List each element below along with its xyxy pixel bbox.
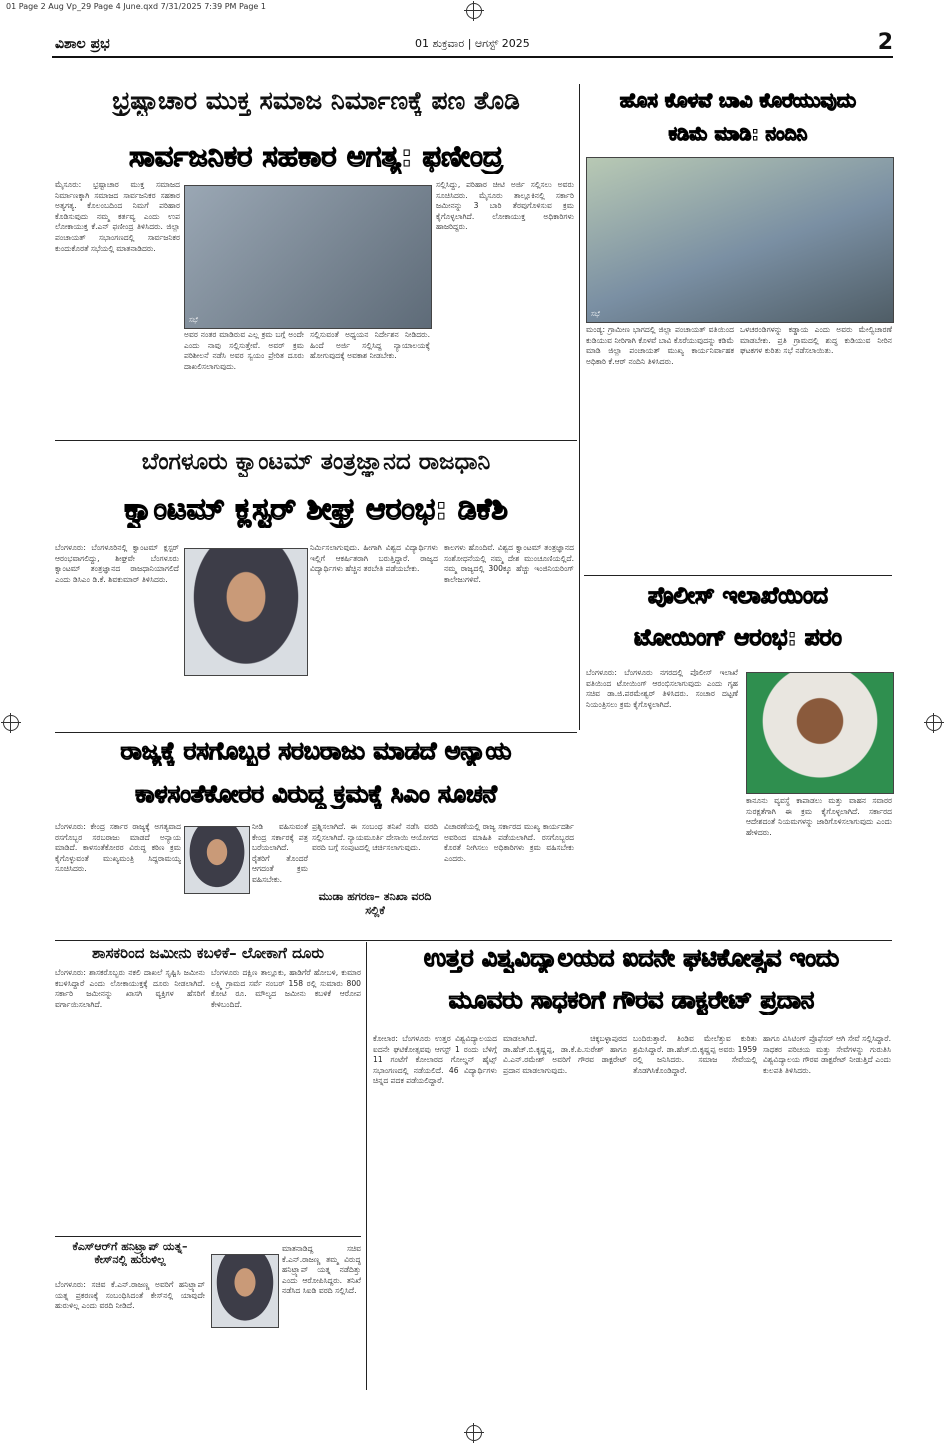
story7-col2: ಮಾತನಾಡಿದ್ದ ಸಚಿವ ಕೆ.ಎನ್.ರಾಜಣ್ಣ ತಮ್ಮ ವಿರುದ್ಧ ಹನಿಟ್ರ್ಯಾಪ್ ಯತ್ನ ನಡೆದಿತ್ತು ಎಂದು ಆರೋಪಿಸಿದ್ದರು. ತನಿಖೆ ನಡೆಸಿದ ಸಿಐಡಿ ವರದಿ ಸಲ್ಲಿಸಿದೆ. xyxy=(282,1244,361,1296)
registration-mark-left xyxy=(3,715,19,731)
masthead: ವಿಶಾಲ ಪ್ರಭ xyxy=(55,36,110,52)
story8-col1: ಕೋಲಾರ: ಬೆಂಗಳೂರು ಉತ್ತರ ವಿಶ್ವವಿದ್ಯಾಲಯದ ಐದನೇ ಘಟಿಕೋತ್ಸವವು ಆಗಸ್ಟ್ 1 ರಂದು ಬೆಳಿಗ್ಗೆ 11 ಗಂಟೆಗೆ ಕೋಲಾರದ ಗೋಲ್ಡನ್ ಹೈಟ್ಸ್ ಸಭಾಂಗಣದಲ್ಲಿ ನಡೆಯಲಿದೆ. 46 ವಿದ್ಯಾರ್ಥಿಗಳು ಚಿನ್ನದ ಪದಕ ಪಡೆಯಲಿದ್ದಾರೆ. xyxy=(373,1034,497,1086)
story4-col1: ಬೆಂಗಳೂರು: ಬೆಂಗಳೂರು ನಗರದಲ್ಲಿ ಪೊಲೀಸ್ ಇಲಾಖೆ ವತಿಯಿಂದ ಟೋಯಿಂಗ್ ಆರಂಭಿಸಲಾಗುವುದು ಎಂದು ಗೃಹ ಸಚಿವ ಡಾ.ಜಿ.ಪರಮೇಶ್ವರ್ ತಿಳಿಸಿದರು. ಸಂಚಾರ ದಟ್ಟಣೆ ನಿಯಂತ್ರಿಸಲು ಕ್ರಮ ಕೈಗೊಳ್ಳಲಾಗಿದೆ. xyxy=(586,668,738,709)
story4-headline2: ಟೋಯಿಂಗ್ ಆರಂಭ: ಪರಂ xyxy=(634,625,842,651)
story2-col1: ಮಂಡ್ಯ: ಗ್ರಾಮೀಣ ಭಾಗದಲ್ಲಿ ಜಿಲ್ಲಾ ಪಂಚಾಯತ್ ವತಿಯಿಂದ ಕುಡಿಯುವ ನೀರಿಗಾಗಿ ಕೊಳವೆ ಬಾವಿ ಕೊರೆಯುವುದನ್ನು ಕಡಿಮೆ ಮಾಡಿ ಜಿಲ್ಲಾ ಪಂಚಾಯತ್ ಮುಖ್ಯ ಕಾರ್ಯನಿರ್ವಾಹಕ ಅಧಿಕಾರಿ ಕೆ.ಆರ್ ನಂದಿನಿ ತಿಳಿಸಿದರು. xyxy=(586,325,734,366)
section-divider xyxy=(55,732,577,733)
section-divider xyxy=(55,1236,361,1237)
story8-col4: ಹಾಗೂ ವಿಸಿಟಿಂಗ್ ಪ್ರೊಫೆಸರ್ ಆಗಿ ಸೇವೆ ಸಲ್ಲಿಸಿದ್ದಾರೆ. ಸಾಧಕರ ಪರಿಚಯ ಮತ್ತು ಸೇವೆಗಳನ್ನು ಗುರುತಿಸಿ ವಿಶ್ವವಿದ್ಯಾಲಯ ಗೌರವ ಡಾಕ್ಟರೇಟ್ ನೀಡುತ್ತಿದೆ ಎಂದು ಕುಲಪತಿ ತಿಳಿಸಿದರು. xyxy=(763,1034,891,1075)
story6-headline: ಶಾಸಕರಿಂದ ಜಮೀನು ಕಬಳಿಕೆ– ಲೋಕಾಗೆ ದೂರು xyxy=(91,944,325,962)
story3-col2: ನಿರ್ಮಿಸಲಾಗುವುದು. ಹೀಗಾಗಿ ವಿಶ್ವದ ವಿದ್ಯಾರ್ಥಿಗಳು ಇಲ್ಲಿಗೆ ಆಕರ್ಷಿತರಾಗಿ ಬರುತ್ತಿದ್ದಾರೆ. ರಾಜ್ಯದ ವಿದ್ಯಾರ್ಥಿಗಳು ಹೆಚ್ಚಿನ ತರಬೇತಿ ಪಡೆಯಬೇಕು. xyxy=(310,543,438,574)
column-divider xyxy=(366,942,367,1390)
story6-col1: ಬೆಂಗಳೂರು: ಶಾಸಕರೊಬ್ಬರು ನಕಲಿ ದಾಖಲೆ ಸೃಷ್ಟಿಸಿ ಜಮೀನು ಕಬಳಿಸಿದ್ದಾರೆ ಎಂದು ಲೋಕಾಯುಕ್ತಕ್ಕೆ ದೂರು ನೀಡಲಾಗಿದೆ. ಸರ್ಕಾರಿ ಜಮೀನನ್ನು ಖಾಸಗಿ ವ್ಯಕ್ತಿಗಳ ಹೆಸರಿಗೆ ವರ್ಗಾಯಿಸಲಾಗಿದೆ. xyxy=(55,968,205,1009)
story5-col4: ವಿಚಾರಣೆಯಲ್ಲಿ ರಾಜ್ಯ ಸರ್ಕಾರದ ಮುಖ್ಯ ಕಾರ್ಯದರ್ಶಿ ಅವರಿಂದ ಮಾಹಿತಿ ಪಡೆಯಲಾಗಿದೆ. ರಸಗೊಬ್ಬರದ ಕೊರತೆ ನೀಗಿಸಲು ಅಧಿಕಾರಿಗಳು ಕ್ರಮ ವಹಿಸಬೇಕು ಎಂದರು. xyxy=(444,822,574,863)
story8-col3: ಬಂದಿರುತ್ತಾರೆ. ತಿಂಡಿವ ಮೇಲೆತ್ತುವ ಕುರಿತು ಶ್ರಮಿಸಿದ್ದಾರೆ. ಡಾ.ಹೆಚ್.ಬಿ.ಕೃಷ್ಣಪ್ಪ ಅವರು 1959 ರಲ್ಲಿ ಜನಿಸಿದರು. ಸಮಾಜ ಸೇವೆಯಲ್ಲಿ ತೊಡಗಿಸಿಕೊಂಡಿದ್ದಾರೆ. xyxy=(633,1034,757,1075)
section-divider xyxy=(55,440,577,441)
story3-headline2: ಕ್ವಾಂಟಮ್ ಕ್ಲಸ್ಟರ್ ಶೀಘ್ರ ಆರಂಭ: ಡಿಕೆಶಿ xyxy=(124,492,508,527)
story5-col2: ನೀಡಿ ವಹಿಸುವಂತೆ ಕೇಂದ್ರ ಸರ್ಕಾರಕ್ಕೆ ಪತ್ರ ಬರೆಯಲಾಗಿದೆ. ರೈತರಿಗೆ ತೊಂದರೆ ಆಗದಂತೆ ಕ್ರಮ ವಹಿಸಬೇಕು. xyxy=(252,822,308,884)
story2-photo xyxy=(586,157,894,323)
story2-col2: ಒಳಚರಂಡಿಗಳನ್ನು ಕಡ್ಡಾಯ ಎಂದು ಅವರು ಮೇಲ್ವಿಚಾರಣೆ ಮಾಡಬೇಕು. ಪ್ರತಿ ಗ್ರಾಮದಲ್ಲಿ ಶುದ್ಧ ಕುಡಿಯುವ ನೀರಿನ ಘಟಕಗಳ ಕುರಿತು ಸಭೆ ನಡೆಸಲಾಯಿತು. xyxy=(740,325,892,356)
story3-portrait xyxy=(184,548,308,676)
page-number: 2 xyxy=(877,30,893,55)
story6-col2: ಬೆಂಗಳೂರು ದಕ್ಷಿಣ ತಾಲ್ಲೂಕು, ಹಾಡಿಗೆರೆ ಹೋಬಳಿ, ಕುಮಾರ ಲಕ್ಷ್ಮಿ ಗ್ರಾಮದ ಸರ್ವೆ ನಂಬರ್ 158 ರಲ್ಲಿ ಸುಮಾರು 800 ಕೋಟಿ ರೂ. ಮೌಲ್ಯದ ಜಮೀನು ಕಬಳಿಕೆ ಆರೋಪ ಕೇಳಿಬಂದಿದೆ. xyxy=(211,968,361,1009)
story8-headline2: ಮೂವರು ಸಾಧಕರಿಗೆ ಗೌರವ ಡಾಕ್ಟರೇಟ್ ಪ್ರದಾನ xyxy=(448,986,815,1014)
issue-date: 01 ಶುಕ್ರವಾರ | ಆಗಸ್ಟ್ 2025 xyxy=(415,37,530,50)
story1-col4: ಸಲ್ಲಿಸಿದ್ದು, ಪರಿಹಾರ ಚೀಟಿ ಅರ್ಜಿ ಸಲ್ಲಿಸಲು ಅವರು ಸೂಚಿಸಿದರು. ಮೈಸೂರು ತಾಲ್ಲೂಕಿನಲ್ಲಿ ಸರ್ಕಾರಿ ಜಮೀನನ್ನು 3 ಬಾರಿ ತೆರವುಗೊಳಿಸುವ ಕ್ರಮ ಕೈಗೊಳ್ಳಲಾಗಿದೆ. ಲೋಕಾಯುಕ್ತ ಅಧಿಕಾರಿಗಳು ಹಾಜರಿದ್ದರು. xyxy=(436,180,574,232)
header-rule xyxy=(52,56,893,58)
story3-col3: ಕಾಲಗಳು ಹೊಂದಿವೆ. ವಿಶ್ವದ ಕ್ವಾಂಟಮ್ ತಂತ್ರಜ್ಞಾನದ ಸಂಶೋಧನೆಯಲ್ಲಿ ನಮ್ಮ ದೇಶ ಮುಂಚೂಣಿಯಲ್ಲಿದೆ. ನಮ್ಮ ರಾಜ್ಯದಲ್ಲಿ 300ಕ್ಕೂ ಹೆಚ್ಚು ಇಂಜಿನಿಯರಿಂಗ್ ಕಾಲೇಜುಗಳಿವೆ. xyxy=(444,543,574,584)
story5-headline2: ಕಾಳಸಂತೆಕೋರರ ವಿರುದ್ಧ ಕ್ರಮಕ್ಕೆ ಸಿಎಂ ಸೂಚನೆ xyxy=(135,780,497,808)
story5-col3: ಪ್ರಶ್ನಿಸಲಾಗಿದೆ. ಈ ಸಂಬಂಧ ತನಿಖೆ ನಡೆಸಿ ವರದಿ ಸಲ್ಲಿಸಲಾಗಿದೆ. ನ್ಯಾಯಮೂರ್ತಿ ದೇಸಾಯಿ ಆಯೋಗದ ವರದಿ ಬಗ್ಗೆ ಸಂಪುಟದಲ್ಲಿ ಚರ್ಚಿಸಲಾಗುವುದು. xyxy=(312,822,438,853)
story5-col1: ಬೆಂಗಳೂರು: ಕೇಂದ್ರ ಸರ್ಕಾರ ರಾಜ್ಯಕ್ಕೆ ಅಗತ್ಯವಾದ ರಸಗೊಬ್ಬರ ಸರಬರಾಜು ಮಾಡದೆ ಅನ್ಯಾಯ ಮಾಡಿದೆ. ಕಾಳಸಂತೆಕೋರರ ವಿರುದ್ಧ ಕಠಿಣ ಕ್ರಮ ಕೈಗೊಳ್ಳುವಂತೆ ಮುಖ್ಯಮಂತ್ರಿ ಸಿದ್ದರಾಮಯ್ಯ ಸೂಚಿಸಿದರು. xyxy=(55,822,181,874)
story1-headline2: ಸಾರ್ವಜನಿಕರ ಸಹಕಾರ ಅಗತ್ಯ: ಫಣೀಂದ್ರ xyxy=(129,139,503,173)
story3-col1: ಬೆಂಗಳೂರು: ಬೆಂಗಳೂರಿನಲ್ಲಿ ಕ್ವಾಂಟಮ್ ಕ್ಲಸ್ಟರ್ ಆರಂಭವಾಗಲಿದ್ದು, ಶೀಘ್ರವೇ ಬೆಂಗಳೂರು ಕ್ವಾಂಟಮ್ ತಂತ್ರಜ್ಞಾನದ ರಾಜಧಾನಿಯಾಗಲಿದೆ ಎಂದು ಡಿಸಿಎಂ ಡಿ.ಕೆ. ಶಿವಕುಮಾರ್ ತಿಳಿಸಿದರು. xyxy=(55,543,179,584)
registration-mark-bottom xyxy=(466,1425,482,1441)
story1-col1: ಮೈಸೂರು: ಭ್ರಷ್ಟಾಚಾರ ಮುಕ್ತ ಸಮಾಜದ ನಿರ್ಮಾಣಕ್ಕಾಗಿ ಸಮಾಜದ ಸಾರ್ವಜನಿಕರ ಸಹಕಾರ ಅತ್ಯಗತ್ಯ. ಕೊಲಂಬದಿಂದ ನಿಮಗೆ ಪರಿಹಾರ ಕೊಡಿಸುವುದು ನಮ್ಮ ಕರ್ತವ್ಯ ಎಂದು ಉಪ ಲೋಕಾಯುಕ್ತ ಕೆ.ಎನ್ ಫಣೀಂದ್ರ ತಿಳಿಸಿದರು. ಜಿಲ್ಲಾ ಪಂಚಾಯತ್ ಸಭಾಂಗಣದಲ್ಲಿ ಸಾರ್ವಜನಿಕರ ಕುಂದುಕೊರತೆ ಸಭೆಯಲ್ಲಿ ಮಾತನಾಡಿದರು. xyxy=(55,180,180,253)
story5-headline1: ರಾಜ್ಯಕ್ಕೆ ರಸಗೊಬ್ಬರ ಸರಬರಾಜು ಮಾಡದೆ ಅನ್ಯಾಯ xyxy=(120,737,512,765)
story3-headline1: ಬೆಂಗಳೂರು ಕ್ವಾಂಟಮ್ ತಂತ್ರಜ್ಞಾನದ ರಾಜಧಾನಿ xyxy=(141,449,491,475)
story7-portrait xyxy=(211,1254,279,1328)
column-divider xyxy=(579,84,580,730)
story5-subhead: ಮುಡಾ ಹಗರಣ– ತನಿಖಾ ವರದಿ ಸಲ್ಲಿಕೆ xyxy=(318,890,432,917)
story8-col2: ಮಾಡಲಾಗಿದೆ. ಚಿಕ್ಕಬಳ್ಳಾಪುರದ ಡಾ.ಹೆಚ್.ಬಿ.ಕೃಷ್ಣಪ್ಪ, ಡಾ.ಕೆ.ಪಿ.ಸುರೇಶ್ ಹಾಗೂ ವಿ.ಎನ್.ರಮೇಶ್ ಅವರಿಗೆ ಗೌರವ ಡಾಕ್ಟರೇಟ್ ಪ್ರದಾನ ಮಾಡಲಾಗುವುದು. xyxy=(503,1034,627,1075)
story5-portrait xyxy=(184,826,250,894)
story7-headline: ಕೆಎಸ್‌ಆರ್‌ಗೆ ಹನಿಟ್ರ್ಯಾಪ್ ಯತ್ನ– ಕೇಸ್‌ನಲ್ಲಿ ಹುರುಳಿಲ್ಲ xyxy=(72,1240,188,1267)
registration-mark-top xyxy=(466,3,482,19)
story2-headline1: ಹೊಸ ಕೊಳವೆ ಬಾವಿ ಕೊರೆಯುವುದು xyxy=(619,88,857,112)
story4-col2: ಕಾನೂನು ವ್ಯವಸ್ಥೆ ಕಾಪಾಡಲು ಮತ್ತು ವಾಹನ ಸವಾರರ ಸುರಕ್ಷತೆಗಾಗಿ ಈ ಕ್ರಮ ಕೈಗೊಳ್ಳಲಾಗಿದೆ. ಸರ್ಕಾರದ ಆದೇಶದಂತೆ ನಿಯಮಗಳನ್ನು ಜಾರಿಗೊಳಿಸಲಾಗುವುದು ಎಂದು ಹೇಳಿದರು. xyxy=(746,796,892,837)
story1-headline1: ಭ್ರಷ್ಟಾಚಾರ ಮುಕ್ತ ಸಮಾಜ ನಿರ್ಮಾಣಕ್ಕೆ ಪಣ ತೊಡಿ xyxy=(112,86,520,115)
story1-photo xyxy=(184,185,432,329)
story1-photo-caption: ಸಭೆ xyxy=(189,316,198,324)
section-divider xyxy=(584,575,892,576)
print-slug: 01 Page 2 Aug Vp_29 Page 4 June.qxd 7/31/2025 7:39 PM Page 1 xyxy=(6,2,266,11)
story1-col3: ಸಲ್ಲಿಸುವಂತೆ ಅಧ್ಯಯನ ನಿರ್ದೇಶನ ನೀಡಿದರು. ಹಿಂದೆ ಅರ್ಜಿ ಸಲ್ಲಿಸಿದ್ದ ನ್ಯಾಯಾಲಯಕ್ಕೆ ಹೋಗುವುದಕ್ಕೆ ಅವಕಾಶ ನೀಡಬೇಕು. xyxy=(310,330,430,361)
story7-col1: ಬೆಂಗಳೂರು: ಸಚಿವ ಕೆ.ಎನ್.ರಾಜಣ್ಣ ಅವರಿಗೆ ಹನಿಟ್ರ್ಯಾಪ್ ಯತ್ನ ಪ್ರಕರಣಕ್ಕೆ ಸಂಬಂಧಿಸಿದಂತೆ ಕೇಸ್‌ನಲ್ಲಿ ಯಾವುದೇ ಹುರುಳಿಲ್ಲ ಎಂದು ವರದಿ ನೀಡಿದೆ. xyxy=(55,1280,205,1311)
story8-headline1: ಉತ್ತರ ವಿಶ್ವವಿದ್ಯಾಲಯದ ಐದನೇ ಘಟಿಕೋತ್ಸವ ಇಂದು xyxy=(423,944,840,972)
registration-mark-right xyxy=(926,715,942,731)
story4-portrait xyxy=(746,672,894,794)
section-divider xyxy=(55,940,892,941)
story1-col2: ಅವರ ನಂತರ ಮಾಡಿರುವ ಎಲ್ಲ ಕ್ರಮ ಬಗ್ಗೆ ಅಂದೇ ಎಂದು ನಾವು ಸಲ್ಲಿಸುತ್ತೇವೆ. ಅವರ್ ಕ್ರಮ ಪರಿಶೀಲನೆ ನಡೆಸಿ ಅವರ ಸ್ವಯಂ ಪ್ರೇರಿತ ದೂರು ದಾಖಲಿಸಲಾಗುವುದು. xyxy=(184,330,304,371)
story4-headline1: ಪೊಲೀಸ್ ಇಲಾಖೆಯಿಂದ xyxy=(647,583,829,609)
story2-photo-caption: ಸಭೆ xyxy=(591,310,600,318)
story2-headline2: ಕಡಿಮೆ ಮಾಡಿ: ನಂದಿನಿ xyxy=(668,123,808,145)
